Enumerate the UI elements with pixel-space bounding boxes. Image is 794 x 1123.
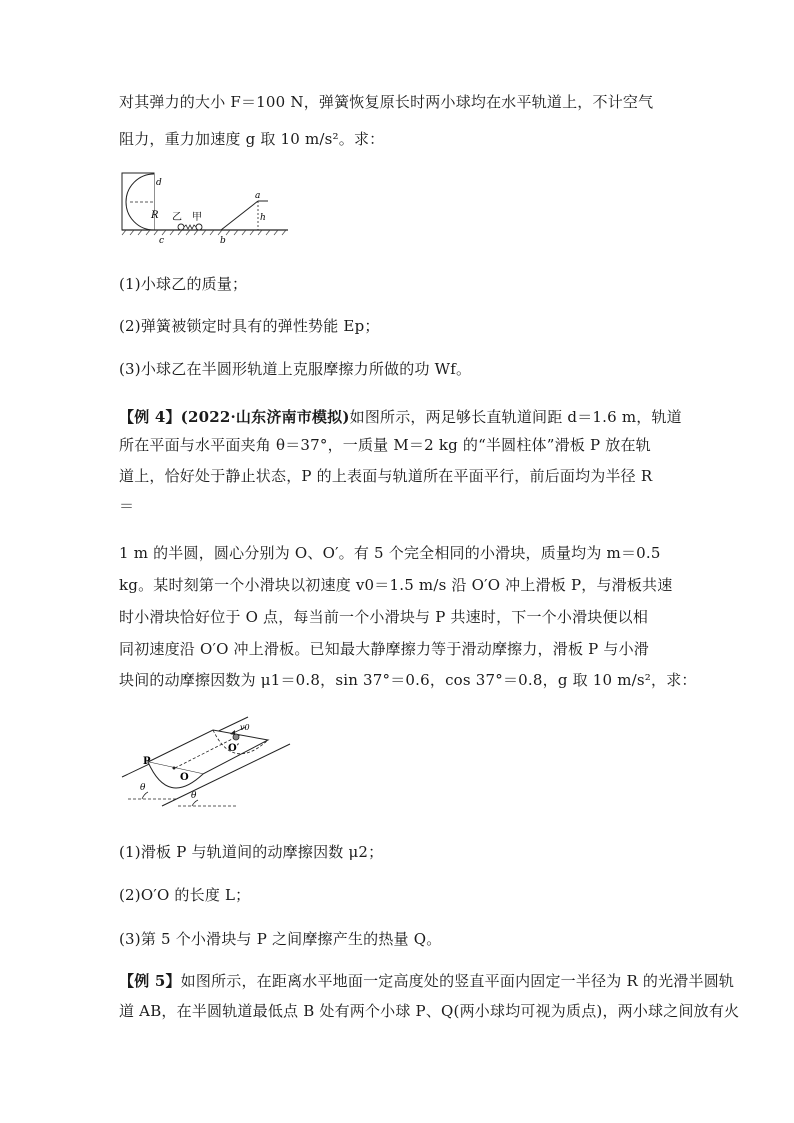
example-5-line: 【例 5】如图所示，在距离水平地面一定高度处的竖直平面内固定一半径为 R 的光滑半圆轨 — [119, 972, 735, 990]
label-theta: θ — [191, 791, 197, 801]
text-line: kg。某时刻第一个小滑块以初速度 v0＝1.5 m/s 沿 O′O 冲上滑板 P，与滑板共速 — [119, 576, 673, 594]
label-O: O — [180, 772, 189, 783]
label-v0: v0 — [240, 723, 250, 732]
example-5-tag: 【例 5】 — [119, 972, 181, 990]
text-line: 道上，恰好处于静止状态，P 的上表面与轨道所在平面平行，前后面均为半径 R — [119, 467, 653, 485]
label-yi: 乙 — [172, 212, 182, 223]
question-item: (3)第 5 个小滑块与 P 之间摩擦产生的热量 Q。 — [119, 930, 442, 948]
text-line: 阻力，重力加速度 g 取 10 m/s²。求： — [119, 130, 385, 148]
figure-track-incline — [118, 168, 293, 246]
text-line: 同初速度沿 O′O 冲上滑板。已知最大静摩擦力等于滑动摩擦力，滑板 P 与小滑 — [119, 640, 649, 658]
question-item: (1)滑板 P 与轨道间的动摩擦因数 μ2； — [119, 843, 384, 861]
example-4-line: 【例 4】(2022·山东济南市模拟)如图所示，两足够长直轨道间距 d＝1.6 m，轨道 — [119, 408, 682, 426]
label-b: b — [220, 236, 226, 246]
label-c: c — [159, 236, 165, 246]
text-line: 1 m 的半圆，圆心分别为 O、O′。有 5 个完全相同的小滑块，质量均为 m＝0.5 — [119, 544, 661, 562]
text-line: 道 AB，在半圆轨道最低点 B 处有两个小球 P、Q(两小球均可视为质点)，两小球之间放有火 — [119, 1002, 740, 1020]
label-O-prime: O′ — [228, 743, 240, 754]
question-item: (1)小球乙的质量； — [119, 275, 248, 293]
label-a: a — [255, 191, 261, 201]
question-item: (2)O′O 的长度 L； — [119, 886, 251, 904]
label-P: P — [143, 756, 151, 767]
label-d: d — [156, 178, 162, 188]
text-line: 所在平面与水平面夹角 θ＝37°，一质量 M＝2 kg 的“半圆柱体”滑板 P 放在轨 — [119, 436, 651, 454]
label-theta: θ — [140, 783, 146, 793]
example-4-tag: 【例 4】(2022·山东济南市模拟) — [119, 408, 350, 426]
label-jia: 甲 — [192, 212, 202, 223]
text-line: ＝ — [119, 497, 135, 515]
text-line: 时小滑块恰好位于 O 点，每当前一个小滑块与 P 共速时，下一个小滑块便以相 — [119, 608, 649, 626]
question-item: (2)弹簧被锁定时具有的弹性势能 Ep； — [119, 317, 380, 335]
figure-half-cylinder-slider — [118, 712, 294, 812]
text-line: 对其弹力的大小 F＝100 N，弹簧恢复原长时两小球均在水平轨道上，不计空气 — [119, 93, 654, 111]
text-line: 块间的动摩擦因数为 μ1＝0.8，sin 37°＝0.6，cos 37°＝0.8，g 取 10 m/s²，求： — [119, 671, 697, 689]
question-item: (3)小球乙在半圆形轨道上克服摩擦力所做的功 Wf。 — [119, 360, 472, 378]
label-R: R — [151, 210, 159, 221]
label-h: h — [260, 213, 266, 223]
